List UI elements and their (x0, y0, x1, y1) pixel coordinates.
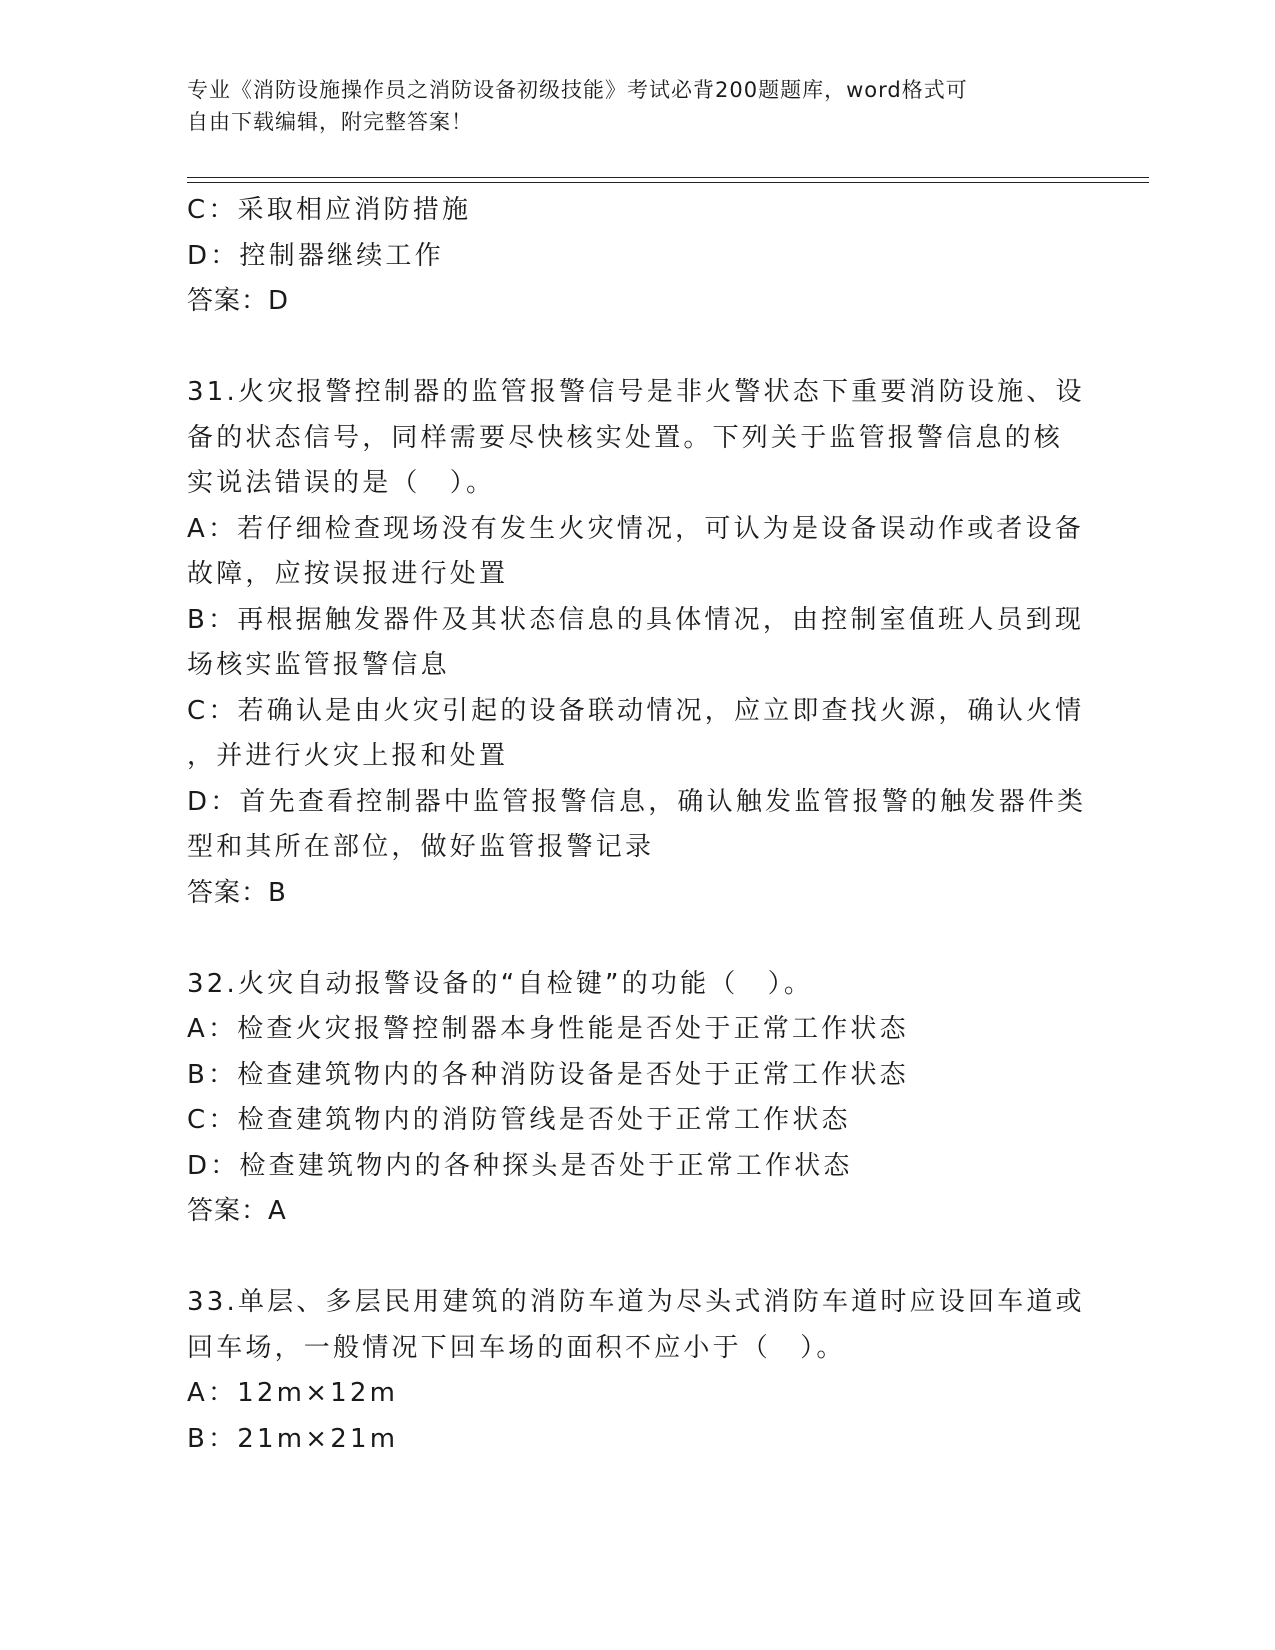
q32-option-a: A：检查火灾报警控制器本身性能是否处于正常工作状态 (187, 1014, 909, 1044)
document-body (187, 188, 1087, 1462)
q31-option-d-line-2: 型和其所在部位，做好监管报警记录 (187, 832, 655, 862)
spacer (187, 916, 1087, 962)
q31-option-a-line-2: 故障，应按误报进行处置 (187, 559, 509, 589)
q32-option-d: D：检查建筑物内的各种探头是否处于正常工作状态 (187, 1150, 853, 1181)
q31-option-d-line-1: D：首先查看控制器中监管报警信息，确认触发监管报警的触发器件类 (187, 786, 1087, 817)
q31-option-c-line-2: ，并进行火灾上报和处置 (187, 741, 509, 771)
q33-option-b: B：21m×21m (187, 1423, 399, 1454)
question-30-continued (187, 188, 1087, 325)
q31-option-b-line-2: 场核实监管报警信息 (187, 650, 450, 680)
q31-option-a-line-1: A：若仔细检查现场没有发生火灾情况，可认为是设备误动作或者设备 (187, 513, 1084, 544)
header-line-1: 专业《消防设施操作员之消防设备初级技能》考试必背200题题库，word格式可 (187, 78, 968, 102)
question-31 (187, 370, 1087, 916)
q31-stem-line-3: 实说法错误的是（ ）。 (187, 468, 496, 498)
q32-answer: 答案：A (187, 1196, 287, 1226)
q31-stem-line-1: 31.火灾报警控制器的监管报警信号是非火警状态下重要消防设施、设 (187, 377, 1085, 407)
header-line-2: 自由下载编辑，附完整答案！ (187, 110, 473, 134)
q33-stem-line-1: 33.单层、多层民用建筑的消防车道为尽头式消防车道时应设回车道或 (187, 1287, 1085, 1317)
header-rule-bottom (187, 182, 1149, 183)
q30-answer: 答案：D (187, 286, 290, 316)
question-33 (187, 1280, 1087, 1462)
q33-stem-line-2: 回车场，一般情况下回车场的面积不应小于（ ）。 (187, 1332, 846, 1363)
q30-option-c: C：采取相应消防措施 (187, 195, 472, 225)
q32-option-b: B：检查建筑物内的各种消防设备是否处于正常工作状态 (187, 1059, 909, 1090)
spacer (187, 325, 1087, 371)
question-32 (187, 962, 1087, 1235)
page-header (187, 74, 1087, 138)
header-rule-top (187, 177, 1149, 178)
q30-option-d: D：控制器继续工作 (187, 240, 444, 271)
q31-stem-line-2: 备的状态信号，同样需要尽快核实处置。下列关于监管报警信息的核 (187, 422, 1064, 453)
q32-option-c: C：检查建筑物内的消防管线是否处于正常工作状态 (187, 1105, 851, 1135)
q31-answer: 答案：B (187, 877, 287, 908)
q31-option-c-line-1: C：若确认是由火灾引起的设备联动情况，应立即查找火源，确认火情 (187, 695, 1085, 726)
spacer (187, 1235, 1087, 1281)
q32-stem: 32.火灾自动报警设备的“自检键”的功能（ ）。 (187, 968, 814, 999)
q31-option-b-line-1: B：再根据触发器件及其状态信息的具体情况，由控制室值班人员到现 (187, 604, 1085, 635)
q33-option-a: A：12m×12m (187, 1378, 399, 1408)
